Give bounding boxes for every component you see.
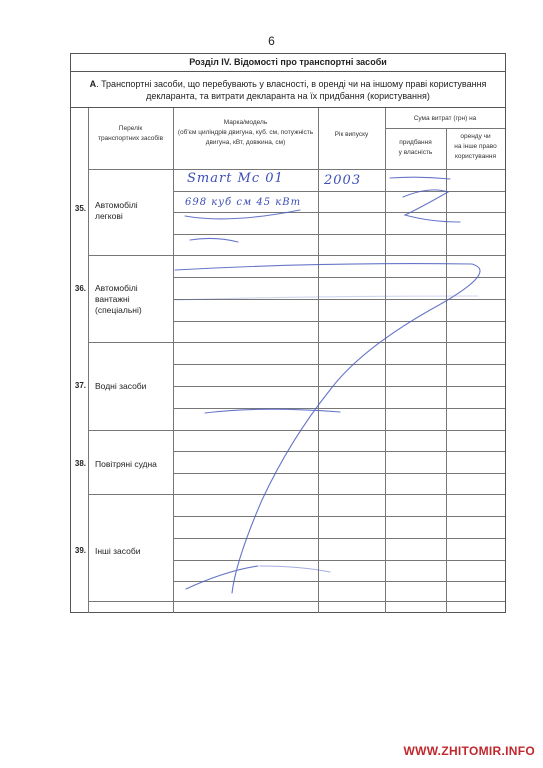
- vehicles-form: [70, 53, 506, 613]
- row-sep-38-39: [88, 494, 505, 495]
- subsection-title: [71, 71, 505, 108]
- section-title: Розділ IV. Відомості про транспортні засоби: [71, 54, 505, 72]
- row-name-36: [95, 283, 142, 316]
- header-list-line2: транспортних засобів: [97, 135, 164, 142]
- handwritten-model: Smart Mc 01: [187, 171, 284, 186]
- row-number-35: 35.: [74, 204, 86, 213]
- sub-line: [173, 364, 505, 365]
- row-number-36: 36.: [74, 284, 86, 293]
- sub-line: [173, 191, 505, 192]
- handwritten-specs: 698 куб см 45 кВт: [185, 197, 302, 208]
- header-purchase-line1: придбання: [399, 139, 432, 146]
- header-rent-line1: оренду чи: [460, 133, 491, 140]
- row-36-line2: вантажні: [95, 294, 130, 304]
- page-number: 6: [268, 34, 275, 48]
- row-number-39: 39.: [74, 546, 86, 555]
- sub-line: [173, 408, 505, 409]
- header-brand-line3: двигуна, кВт, довжина, см): [205, 139, 286, 146]
- sub-line: [173, 386, 505, 387]
- sub-line: [173, 560, 505, 561]
- row-36-line3: (спеціальні): [95, 305, 142, 315]
- site-watermark: WWW.ZHITOMIR.INFO: [403, 744, 535, 758]
- sub-line: [173, 299, 505, 300]
- header-rent-line3: користування: [454, 153, 497, 160]
- row-name-39: Інші засоби: [95, 546, 141, 556]
- row-number-37: 37.: [74, 381, 86, 390]
- header-bottom-line: [88, 169, 505, 170]
- header-sum-title: Сума витрат (грн) на: [413, 115, 477, 122]
- row-36-line1: Автомобілі: [95, 283, 138, 293]
- subsection-text-line1: . Транспортні засоби, що перебувають у власності, в оренді чи на іншому праві користування: [96, 79, 487, 89]
- header-purchase-line2: у власність: [398, 149, 433, 156]
- sum-header-line: [385, 128, 505, 129]
- row-sep-35-36: [88, 255, 505, 256]
- row-number-38: 38.: [74, 459, 86, 468]
- header-list-line1: Перелік: [118, 125, 143, 132]
- row-35-line1: Автомобілі: [95, 200, 138, 210]
- header-brand: [173, 118, 318, 148]
- header-brand-line2: (об'єм циліндрів двигуна, куб. см, потужність: [177, 129, 314, 136]
- row-name-35: [95, 200, 138, 222]
- row-name-37: Водні засоби: [95, 381, 147, 391]
- row-35-line2: легкові: [95, 211, 123, 221]
- header-rent-line2: на інше право: [454, 143, 497, 150]
- sub-line: [173, 234, 505, 235]
- sub-line: [173, 451, 505, 452]
- row-sep-36-37: [88, 342, 505, 343]
- col-line-5: [446, 128, 447, 613]
- sub-line: [173, 581, 505, 582]
- row-sep-37-38: [88, 430, 505, 431]
- sub-line: [173, 321, 505, 322]
- sub-line: [173, 516, 505, 517]
- col-line-1: [88, 108, 89, 613]
- header-rent: [446, 132, 505, 162]
- handwritten-year: 2003: [324, 173, 362, 188]
- sub-line: [173, 538, 505, 539]
- header-brand-line1: Марка/модель: [223, 119, 268, 126]
- header-list: [88, 124, 173, 144]
- subsection-letter: А: [89, 79, 97, 89]
- row-sep-39-end: [88, 601, 505, 602]
- sub-line: [173, 473, 505, 474]
- sub-line: [173, 212, 505, 213]
- header-purchase: [385, 138, 446, 158]
- row-name-38: Повітряні судна: [95, 459, 157, 469]
- sub-line: [173, 277, 505, 278]
- header-year: Рік випуску: [334, 131, 369, 138]
- subsection-text-line2: декларанта, та витрати декларанта на їх придбання (користування): [146, 91, 430, 101]
